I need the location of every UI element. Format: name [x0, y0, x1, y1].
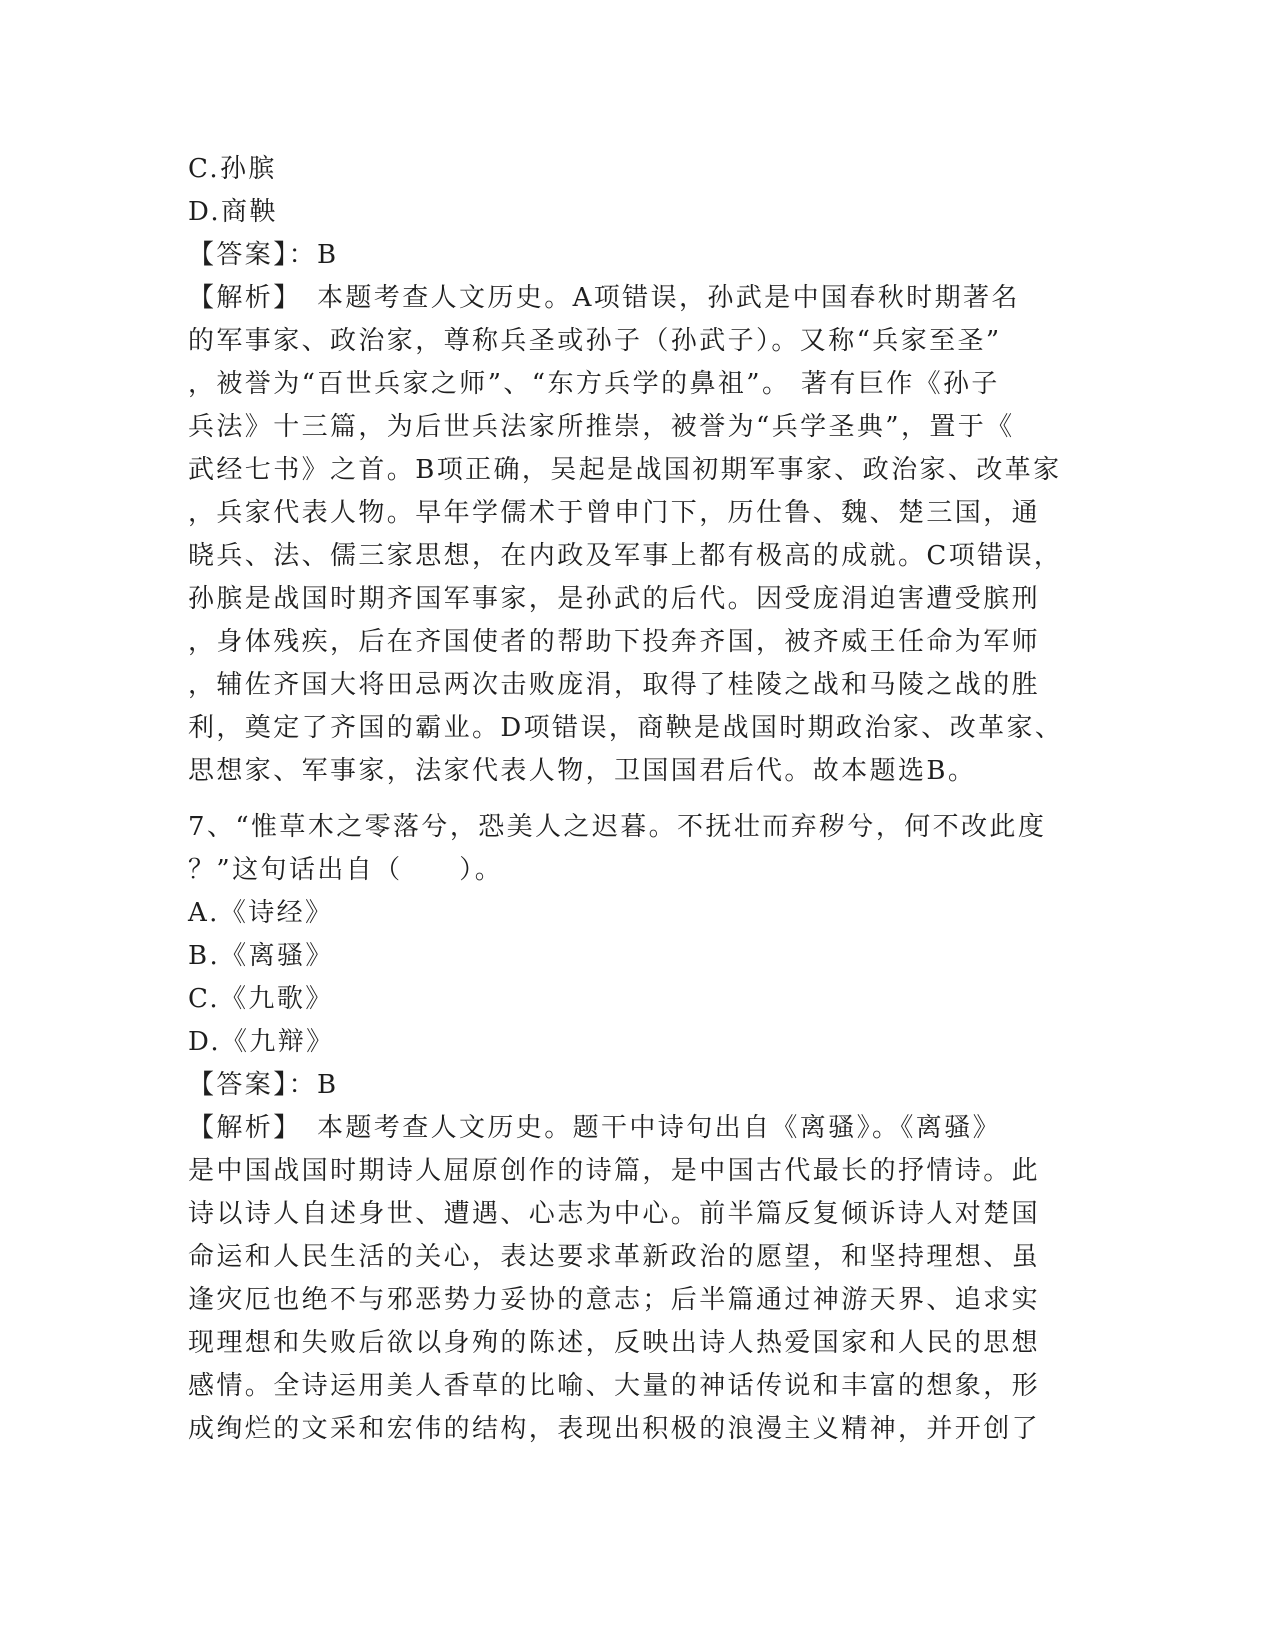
answer-line: 【答案】：B: [188, 1070, 339, 1100]
explanation-line: 现理想和失败后欲以身殉的陈述，反映出诗人热爱国家和人民的思想: [188, 1328, 1041, 1358]
paragraph-gap: [188, 793, 1083, 806]
option-a: A.《诗经》: [188, 898, 334, 928]
explanation-line: 逢灾厄也绝不与邪恶势力妥协的意志；后半篇通过神游天界、追求实: [188, 1285, 1041, 1315]
explanation-line: 诗以诗人自述身世、遭遇、心志为中心。前半篇反复倾诉诗人对楚国: [188, 1199, 1041, 1229]
explanation-line: 感情。全诗运用美人香草的比喻、大量的神话传说和丰富的想象，形: [188, 1371, 1041, 1401]
explanation-line: 是中国战国时期诗人屈原创作的诗篇，是中国古代最长的抒情诗。此: [188, 1156, 1041, 1186]
document-page: [188, 148, 1083, 1451]
option-d: D.《九辩》: [188, 1027, 335, 1057]
explanation-line: 【解析】 本题考查人文历史。题干中诗句出自《离骚》。《离骚》: [188, 1113, 1002, 1143]
question-stem: ？”这句话出自（ ）。: [188, 855, 504, 885]
option-c: C.《九歌》: [188, 984, 334, 1014]
explanation-line: 利，奠定了齐国的霸业。D项错误，商鞅是战国时期政治家、改革家、: [188, 713, 1064, 743]
explanation-line: ，辅佐齐国大将田忌两次击败庞涓，取得了桂陵之战和马陵之战的胜: [188, 670, 1041, 700]
question-7: [188, 806, 1083, 1451]
answer-line: 【答案】：B: [188, 240, 339, 270]
explanation-line: 【解析】 本题考查人文历史。A项错误，孙武是中国春秋时期著名: [188, 283, 1020, 313]
explanation-line: 晓兵、法、儒三家思想，在内政及军事上都有极高的成就。C项错误，: [188, 541, 1063, 571]
explanation-line: 的军事家、政治家，尊称兵圣或孙子（孙武子）。又称“兵家至圣”: [188, 326, 1002, 356]
explanation-line: ，兵家代表人物。早年学儒术于曾申门下，历仕鲁、魏、楚三国，通: [188, 498, 1041, 528]
explanation-line: 孙膑是战国时期齐国军事家，是孙武的后代。因受庞涓迫害遭受膑刑: [188, 584, 1041, 614]
explanation-line: ，身体残疾，后在齐国使者的帮助下投奔齐国，被齐威王任命为军师: [188, 627, 1041, 657]
explanation-line: 命运和人民生活的关心，表达要求革新政治的愿望，和坚持理想、虽: [188, 1242, 1041, 1272]
explanation-line: 兵法》十三篇，为后世兵法家所推崇，被誉为“兵学圣典”，置于《: [188, 412, 1015, 442]
question-6-continuation: [188, 148, 1083, 793]
option-b: B.《离骚》: [188, 941, 334, 971]
explanation-line: 成绚烂的文采和宏伟的结构，表现出积极的浪漫主义精神，并开创了: [188, 1414, 1041, 1444]
question-stem: 7、“惟草木之零落兮，恐美人之迟暮。不抚壮而弃秽兮，何不改此度: [188, 812, 1047, 842]
explanation-line: 思想家、军事家，法家代表人物，卫国国君后代。故本题选B。: [188, 756, 977, 786]
explanation-line: 武经七书》之首。B项正确，吴起是战国初期军事家、政治家、改革家: [188, 455, 1062, 485]
option-c: C.孙膑: [188, 154, 277, 184]
option-d: D.商鞅: [188, 197, 278, 227]
explanation-line: ，被誉为“百世兵家之师”、“东方兵学的鼻祖”。 著有巨作《孙子: [188, 369, 1000, 399]
